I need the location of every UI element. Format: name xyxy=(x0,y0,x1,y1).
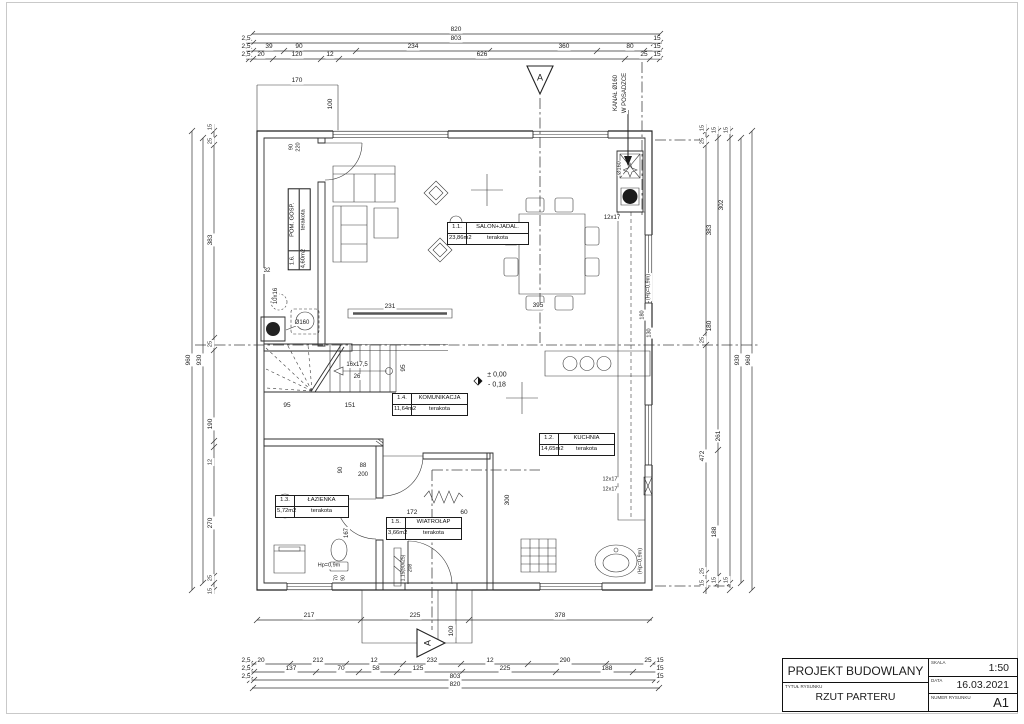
dim-label: 626 xyxy=(476,50,488,58)
dim-label: 90 xyxy=(340,575,347,581)
dim-label: 960 xyxy=(744,354,752,366)
dim-label: 12 xyxy=(326,50,334,58)
project-type-label: PROJEKT BUDOWLANY xyxy=(783,659,928,683)
dim-label: 15 xyxy=(723,576,730,584)
dim-label: 25 xyxy=(699,567,706,575)
room-cell: KUCHNIA xyxy=(573,435,600,441)
dim-label: 820 xyxy=(450,25,462,33)
room-cell: 1.4. xyxy=(393,394,412,404)
drawing-number-caption: NUMER RYSUNKU xyxy=(931,695,971,700)
room-cell: WIATROŁAP xyxy=(416,519,451,525)
drawing-title-caption: TYTUŁ RYSUNKU xyxy=(785,684,823,689)
dim-label: 95 xyxy=(399,364,407,372)
dim-label: 200 xyxy=(357,472,369,478)
scale-value: 1:50 xyxy=(988,661,1009,674)
dim-label: 2,5 xyxy=(241,34,251,42)
dim-label: 25 xyxy=(699,336,706,344)
dim-label: 2,5 xyxy=(241,50,251,58)
dim-label: 188 xyxy=(601,664,613,672)
dim-label: 2,5 xyxy=(241,656,251,664)
dim-label: 137 xyxy=(285,664,297,672)
dim-label: 25 xyxy=(640,50,648,58)
room-cell: ŁAZIENKA xyxy=(307,497,336,503)
date-value: 16.03.2021 xyxy=(956,679,1009,691)
dim-label: 188 xyxy=(710,526,718,538)
room-cell: POM. GOSP. xyxy=(289,202,296,237)
drawing-title: RZUT PARTERU xyxy=(815,691,896,703)
dim-label: 180 xyxy=(705,320,713,332)
dim-label: 12x17 xyxy=(603,215,621,221)
drawing-title-cell xyxy=(783,683,928,711)
dim-label: 15 xyxy=(699,124,706,132)
dim-label: 15 xyxy=(656,664,664,672)
room-label-11 xyxy=(447,222,529,245)
dim-label: 25 xyxy=(699,137,706,145)
room-cell: terakota xyxy=(300,209,307,231)
dim-label: 378 xyxy=(554,611,566,619)
dim-label: 930 xyxy=(733,354,741,366)
room-label-15 xyxy=(386,517,462,540)
dim-label: Ø160 xyxy=(616,161,623,175)
dim-label: 20 xyxy=(257,50,265,58)
dim-label: 130 xyxy=(646,328,653,338)
dim-label: 360 xyxy=(558,42,570,50)
room-label-12 xyxy=(539,433,615,456)
dim-label: 383 xyxy=(705,224,713,236)
dim-label: 225 xyxy=(499,664,511,672)
dim-label: (Hp=0,9m) xyxy=(645,273,652,301)
dim-label: 15 xyxy=(711,126,718,134)
drawing-number-value: A1 xyxy=(993,695,1009,710)
dim-label: 15 xyxy=(656,672,664,680)
dim-label: 15 xyxy=(699,579,706,587)
dim-label: 167 xyxy=(344,527,350,539)
dim-label: 60 xyxy=(460,508,468,516)
dim-label: 231 xyxy=(384,302,396,310)
room-cell: terakota xyxy=(311,507,332,514)
dim-label: 803 xyxy=(450,34,462,42)
dim-label: 270 xyxy=(206,517,214,529)
dim-label: 26 xyxy=(353,374,361,380)
title-block-left xyxy=(783,659,929,711)
dim-label: 960 xyxy=(184,354,192,366)
room-label-13 xyxy=(275,495,349,518)
dim-label: 180 xyxy=(639,310,646,320)
dim-label: 190 xyxy=(206,418,214,430)
room-label-14 xyxy=(392,393,468,416)
dim-label: A xyxy=(536,72,544,83)
dim-label: 234 xyxy=(407,42,419,50)
room-cell: 4,60m2 xyxy=(300,250,310,269)
dim-label: Ø160 xyxy=(294,320,310,326)
dim-label: 302 xyxy=(717,199,725,211)
dim-label: 125 xyxy=(412,664,424,672)
dim-label: 170 xyxy=(291,76,303,84)
room-cell: 5,72m2 xyxy=(276,507,295,517)
dim-label: 15 xyxy=(723,126,730,134)
room-label-16 xyxy=(288,188,311,270)
dim-label: KANAŁ Ø160 xyxy=(613,74,619,112)
dim-label: (Hp=0,9m) xyxy=(637,547,644,575)
dim-label: 100 xyxy=(447,625,455,637)
dim-label: 1,15(90x25) xyxy=(400,554,407,582)
date-caption: DATA xyxy=(931,678,943,683)
dim-label: 803 xyxy=(449,672,461,680)
dim-label: 232 xyxy=(426,656,438,664)
dim-label: 383 xyxy=(206,234,214,246)
dim-label: 2,5 xyxy=(241,664,251,672)
room-cell: 1.3. xyxy=(276,496,295,506)
dim-label: 15 xyxy=(207,587,214,595)
dim-label: 100 xyxy=(326,98,334,110)
dim-label: 2,5 xyxy=(241,672,251,680)
dim-label: 15 xyxy=(653,34,661,42)
dim-label: 15 xyxy=(711,576,718,584)
dim-label: 90 xyxy=(338,466,344,474)
dim-label: 25 xyxy=(644,656,652,664)
dim-label: 88 xyxy=(359,463,367,469)
dim-label: A xyxy=(422,639,433,647)
dim-label: 39 xyxy=(265,42,273,50)
room-cell: 3,66m2 xyxy=(387,529,406,539)
dim-label: 15 xyxy=(656,656,664,664)
room-cell: terakota xyxy=(429,405,450,412)
dim-label: 395 xyxy=(532,301,544,309)
room-cell: terakota xyxy=(423,529,444,536)
room-cell: 1.5. xyxy=(387,518,406,528)
dim-label: 25 xyxy=(207,340,214,348)
dim-label: 20 xyxy=(257,656,265,664)
dim-label: 12x17 xyxy=(602,476,618,483)
dim-label: 930 xyxy=(195,354,203,366)
dim-label: 90 xyxy=(295,42,303,50)
dim-label: 16x17,5 xyxy=(346,362,368,368)
dim-label: 120 xyxy=(291,50,303,58)
dim-label: 261 xyxy=(714,430,722,442)
dim-label: 151 xyxy=(344,401,356,409)
dim-label: 290 xyxy=(559,656,571,664)
room-cell: 1.1. xyxy=(448,223,467,233)
dim-label: 2,5 xyxy=(241,42,251,50)
dim-label: 12 xyxy=(207,458,214,466)
room-cell: 1.6. xyxy=(289,250,299,269)
dim-label: 15 xyxy=(207,123,214,131)
room-cell: 23,86m2 xyxy=(448,234,467,244)
dim-label: 208 xyxy=(407,563,414,573)
room-cell: terakota xyxy=(487,234,508,241)
dim-label: 70 xyxy=(333,575,340,581)
room-cell: terakota xyxy=(576,445,597,452)
dim-label: 12 xyxy=(370,656,378,664)
dim-label: Hp=0,9m xyxy=(317,562,341,569)
scale-caption: SKALA xyxy=(931,660,946,665)
dim-label: 820 xyxy=(449,680,461,688)
room-cell: SALON+JADAL. xyxy=(476,224,519,230)
dim-label: 80 xyxy=(626,42,634,50)
room-cell: 1.2. xyxy=(540,434,559,444)
room-cell: 11,64m2 xyxy=(393,405,412,415)
dim-label: 10x16 xyxy=(273,287,279,305)
dim-label: W POSADZCE xyxy=(622,72,628,114)
dim-label: 217 xyxy=(303,611,315,619)
dim-label: 472 xyxy=(698,450,706,462)
dim-label: 12x17 xyxy=(602,486,618,493)
dim-label: 25 xyxy=(207,137,214,145)
title-block xyxy=(782,658,1018,712)
room-cell: KOMUNIKACJA xyxy=(418,395,461,401)
dim-label: ± 0,00 xyxy=(487,371,507,379)
dim-label: 300 xyxy=(503,494,511,506)
dim-label: 95 xyxy=(283,401,291,409)
dim-label: 172 xyxy=(406,508,418,516)
dim-label: 15 xyxy=(653,42,661,50)
dim-label: 32 xyxy=(263,268,271,274)
scale-cell xyxy=(929,659,1017,676)
dim-label: 25 xyxy=(207,574,214,582)
title-block-right xyxy=(929,659,1017,711)
dim-label: 212 xyxy=(312,656,324,664)
dim-label: 225 xyxy=(409,611,421,619)
dim-label: 220 xyxy=(295,142,302,152)
dim-label: 58 xyxy=(372,664,380,672)
dim-label: 90 xyxy=(288,143,295,151)
room-cell: 14,65m2 xyxy=(540,445,559,455)
dim-label: 15 xyxy=(653,50,661,58)
dim-label: 70 xyxy=(337,664,345,672)
drawing-number-cell xyxy=(929,693,1017,711)
date-cell xyxy=(929,676,1017,693)
dim-label: 12 xyxy=(486,656,494,664)
dim-label: - 0,18 xyxy=(488,381,506,389)
